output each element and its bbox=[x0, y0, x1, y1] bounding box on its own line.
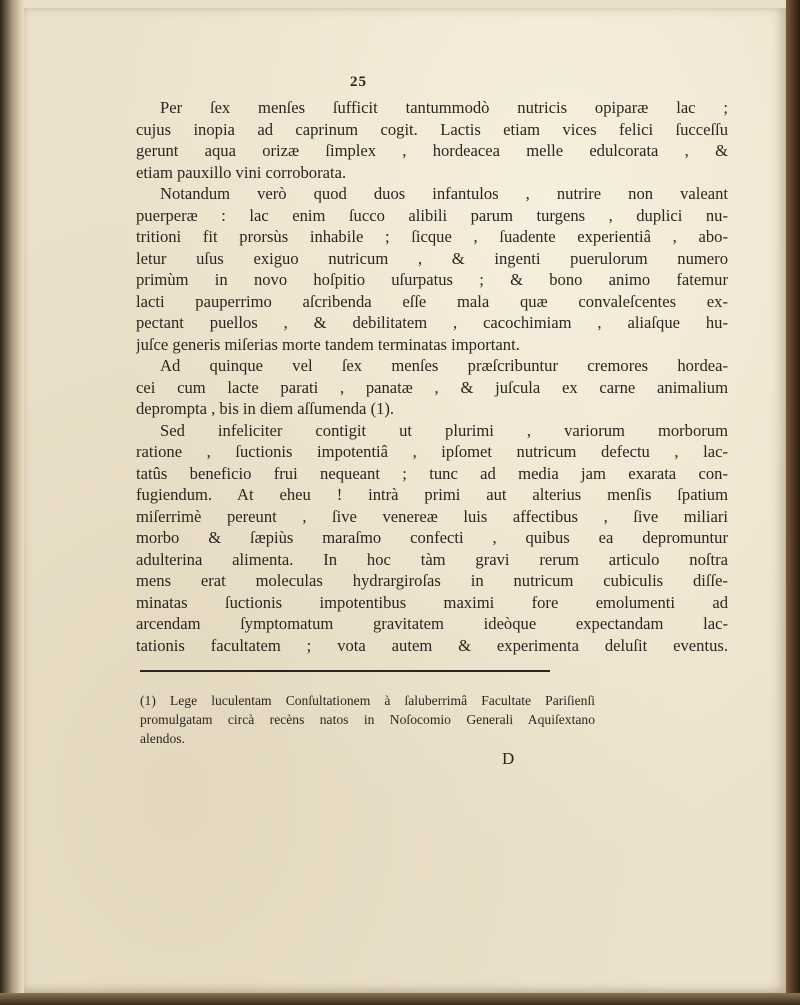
text-line: lacti pauperrimo aſcribenda eſſe mala quæ convaleſcentes ex- bbox=[136, 291, 728, 311]
text-line: tritioni fit prorsùs inhabile ; ſicque , ſuadente experientiâ , abo- bbox=[136, 227, 728, 246]
book-edge-bottom bbox=[0, 993, 800, 1005]
text-line: morbo & ſæpiùs maraſmo confecti , quibus ea depromuntur bbox=[136, 528, 728, 547]
text-line: etiam pauxillo vini corroborata. bbox=[136, 162, 347, 182]
footnote bbox=[140, 691, 595, 748]
text-line: gerunt aqua orizæ ſimplex , hordeacea melle edulcorata , & bbox=[136, 141, 728, 160]
text-line: deprompta , bis in diem aſſumenda (1). bbox=[136, 399, 395, 418]
text-line: mens erat moleculas hydrargiroſas in nutricum cubiculis diſſe- bbox=[136, 571, 728, 590]
signature-mark: D bbox=[502, 749, 515, 768]
footnote-line: promulgatam circà recèns natos in Noſocomio Generali Aquiſextano bbox=[140, 712, 595, 727]
text-line: primùm in novo hoſpitio uſurpatus ; & bono animo fatemur bbox=[136, 270, 728, 289]
text-line: miſerrimè pereunt , ſive venereæ luis affectibus , ſive miliari bbox=[136, 506, 728, 526]
paragraph bbox=[136, 420, 728, 657]
text-line: Notandum verò quod duos infantulos , nutrire non valeant bbox=[160, 184, 728, 203]
text-line: cei cum lacte parati , panatæ , & juſcula ex carne animalium bbox=[136, 377, 728, 397]
text-line: Per ſex menſes ſufficit tantummodò nutricis opiparæ lac ; bbox=[160, 98, 728, 117]
footnote-line: alendos. bbox=[140, 731, 185, 746]
paragraph bbox=[136, 355, 728, 420]
text-line: adulterina alimenta. In hoc tàm gravi rerum articulo noſtra bbox=[136, 549, 728, 569]
text-line: puerperæ : lac enim ſucco alibili parum turgens , duplici nu- bbox=[136, 205, 728, 225]
text-line: minatas ſuctionis impotentibus maximi fore emolumenti ad bbox=[136, 592, 728, 612]
text-line: fugiendum. At eheu ! intrà primi aut alterius menſis ſpatium bbox=[136, 485, 728, 504]
text-line: Sed infeliciter contigit ut plurimi , variorum morborum bbox=[160, 420, 728, 440]
text-line: juſce generis miſerias morte tandem terminatas important. bbox=[136, 334, 520, 354]
text-line: ratione , ſuctionis impotentiâ , ipſomet nutricum defectu , lac- bbox=[136, 442, 728, 461]
text-line: tationis facultatem ; vota autem & experimenta deluſit eventus. bbox=[136, 635, 728, 655]
text-line: arcendam ſymptomatum gravitatem ideòque expectandam lac- bbox=[136, 614, 728, 633]
text-line: cujus inopia ad caprinum cogit. Lactis etiam vices felici ſucceſſu bbox=[136, 119, 728, 139]
main-text bbox=[136, 97, 728, 656]
paragraph bbox=[136, 183, 728, 355]
text-line: pectant puellos , & debilitatem , cacochimiam , aliaſque hu- bbox=[136, 313, 728, 332]
text-line: letur uſus exiguo nutricum , & ingenti puerulorum numero bbox=[136, 248, 728, 268]
footnote-line: (1) Lege luculentam Conſultationem à ſaluberrimâ Facultate Pariſienſi bbox=[140, 693, 595, 708]
book-edge-right bbox=[786, 0, 800, 1005]
text-line: Ad quinque vel ſex menſes præſcribuntur cremores hordea- bbox=[160, 356, 728, 375]
footnote-divider bbox=[140, 670, 550, 672]
text-line: tatûs beneficio frui nequeant ; tunc ad media jam exarata con- bbox=[136, 463, 728, 483]
page-number: 25 bbox=[350, 74, 367, 90]
book-page bbox=[24, 8, 786, 993]
paragraph bbox=[136, 97, 728, 183]
